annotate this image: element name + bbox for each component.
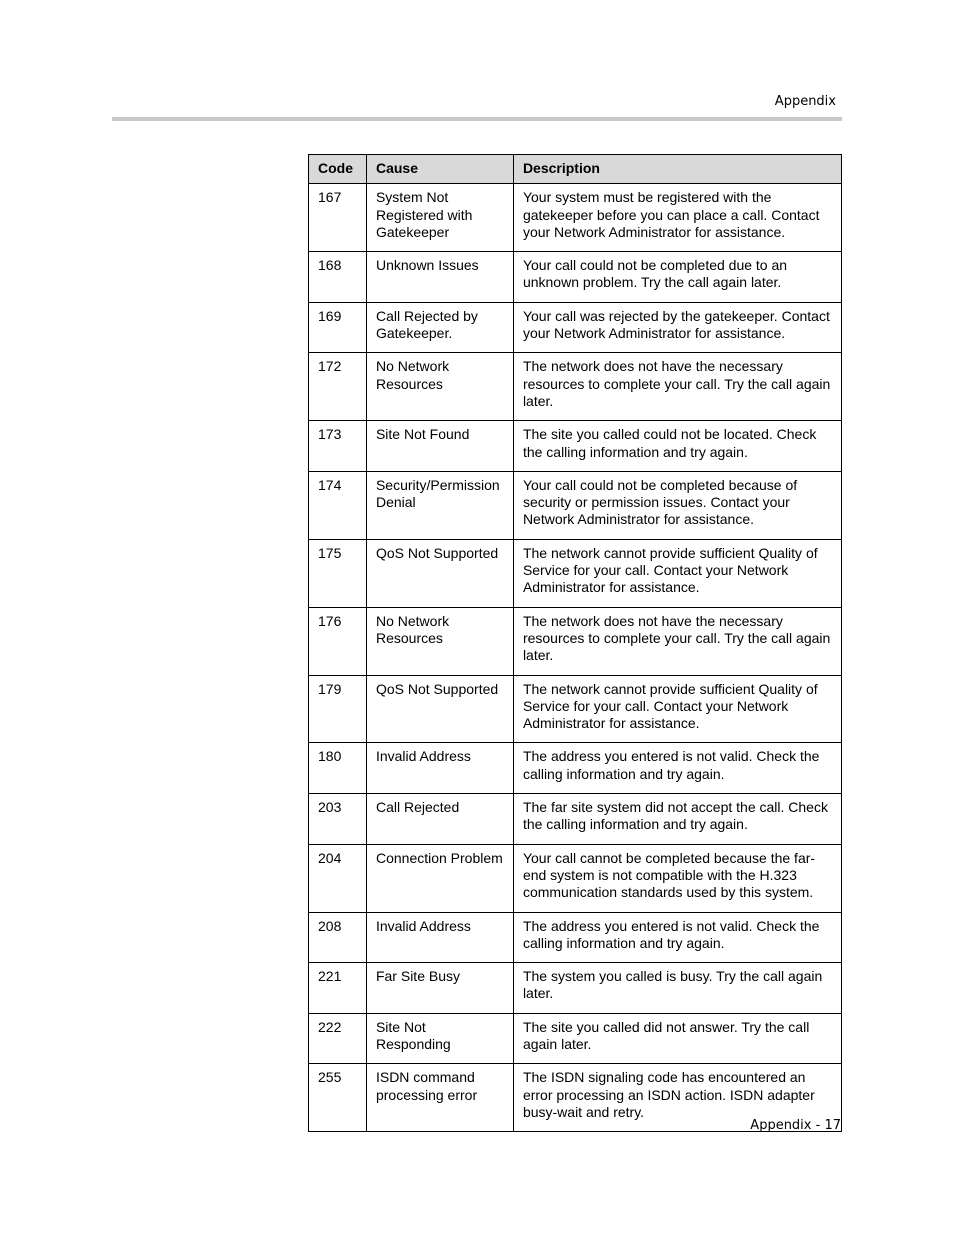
description-cell: Your system must be registered with the gatekeeper before you can place a call. Contact your Network Administrator for assistance. (513, 184, 841, 252)
cause-cell: Invalid Address (366, 743, 513, 794)
cause-cell: Site Not Found (366, 421, 513, 472)
description-cell: The site you called did not answer. Try the call again later. (513, 1013, 841, 1064)
description-cell: The address you entered is not valid. Check the calling information and try again. (513, 912, 841, 963)
code-cell: 175 (309, 539, 367, 607)
column-header-code: Code (309, 155, 367, 184)
table-row (309, 607, 842, 675)
code-cell: 221 (309, 963, 367, 1014)
table-row (309, 844, 842, 912)
code-cell: 174 (309, 471, 367, 539)
code-cell: 173 (309, 421, 367, 472)
table-row (309, 353, 842, 421)
error-codes-table (308, 154, 842, 1132)
table-row (309, 675, 842, 743)
description-cell: The network cannot provide sufficient Quality of Service for your call. Contact your Network Administrator for assistance. (513, 539, 841, 607)
code-cell: 204 (309, 844, 367, 912)
code-cell: 172 (309, 353, 367, 421)
table-row (309, 743, 842, 794)
table-row (309, 539, 842, 607)
cause-cell: Connection Problem (366, 844, 513, 912)
code-cell: 179 (309, 675, 367, 743)
description-cell: The network does not have the necessary resources to complete your call. Try the call again later. (513, 353, 841, 421)
cause-cell: Call Rejected by Gatekeeper. (366, 302, 513, 353)
table-row (309, 471, 842, 539)
code-cell: 167 (309, 184, 367, 252)
table-row (309, 1013, 842, 1064)
description-cell: The network cannot provide sufficient Quality of Service for your call. Contact your Network Administrator for assistance. (513, 675, 841, 743)
code-cell: 203 (309, 794, 367, 845)
cause-cell: Far Site Busy (366, 963, 513, 1014)
running-header: Appendix (774, 94, 836, 109)
table-row (309, 421, 842, 472)
table-row (309, 963, 842, 1014)
description-cell: The ISDN signaling code has encountered an error processing an ISDN action. ISDN adapter busy-wait and retry. (513, 1064, 841, 1132)
cause-cell: Security/Permission Denial (366, 471, 513, 539)
column-header-cause: Cause (366, 155, 513, 184)
description-cell: The network does not have the necessary resources to complete your call. Try the call again later. (513, 607, 841, 675)
description-cell: Your call could not be completed because of security or permission issues. Contact your Network Administrator for assistance. (513, 471, 841, 539)
description-cell: The address you entered is not valid. Check the calling information and try again. (513, 743, 841, 794)
cause-cell: No Network Resources (366, 607, 513, 675)
page-number: Appendix - 17 (750, 1118, 841, 1133)
table-row (309, 252, 842, 303)
description-cell: The system you called is busy. Try the call again later. (513, 963, 841, 1014)
table-row (309, 184, 842, 252)
code-cell: 169 (309, 302, 367, 353)
table-row (309, 912, 842, 963)
cause-cell: Unknown Issues (366, 252, 513, 303)
code-cell: 176 (309, 607, 367, 675)
code-cell: 180 (309, 743, 367, 794)
cause-cell: QoS Not Supported (366, 675, 513, 743)
code-cell: 255 (309, 1064, 367, 1132)
cause-cell: Site Not Responding (366, 1013, 513, 1064)
description-cell: Your call cannot be completed because the far-end system is not compatible with the H.323 communication standards used by this system. (513, 844, 841, 912)
table-row (309, 794, 842, 845)
table-header-row (309, 155, 842, 184)
cause-cell: ISDN command processing error (366, 1064, 513, 1132)
cause-cell: Invalid Address (366, 912, 513, 963)
description-cell: Your call could not be completed due to an unknown problem. Try the call again later. (513, 252, 841, 303)
code-cell: 208 (309, 912, 367, 963)
description-cell: The site you called could not be located. Check the calling information and try again. (513, 421, 841, 472)
cause-cell: No Network Resources (366, 353, 513, 421)
cause-cell: QoS Not Supported (366, 539, 513, 607)
table-row (309, 302, 842, 353)
header-rule (112, 117, 842, 121)
column-header-description: Description (513, 155, 841, 184)
code-cell: 222 (309, 1013, 367, 1064)
code-cell: 168 (309, 252, 367, 303)
cause-cell: System Not Registered with Gatekeeper (366, 184, 513, 252)
cause-cell: Call Rejected (366, 794, 513, 845)
description-cell: Your call was rejected by the gatekeeper. Contact your Network Administrator for assistance. (513, 302, 841, 353)
description-cell: The far site system did not accept the call. Check the calling information and try again. (513, 794, 841, 845)
